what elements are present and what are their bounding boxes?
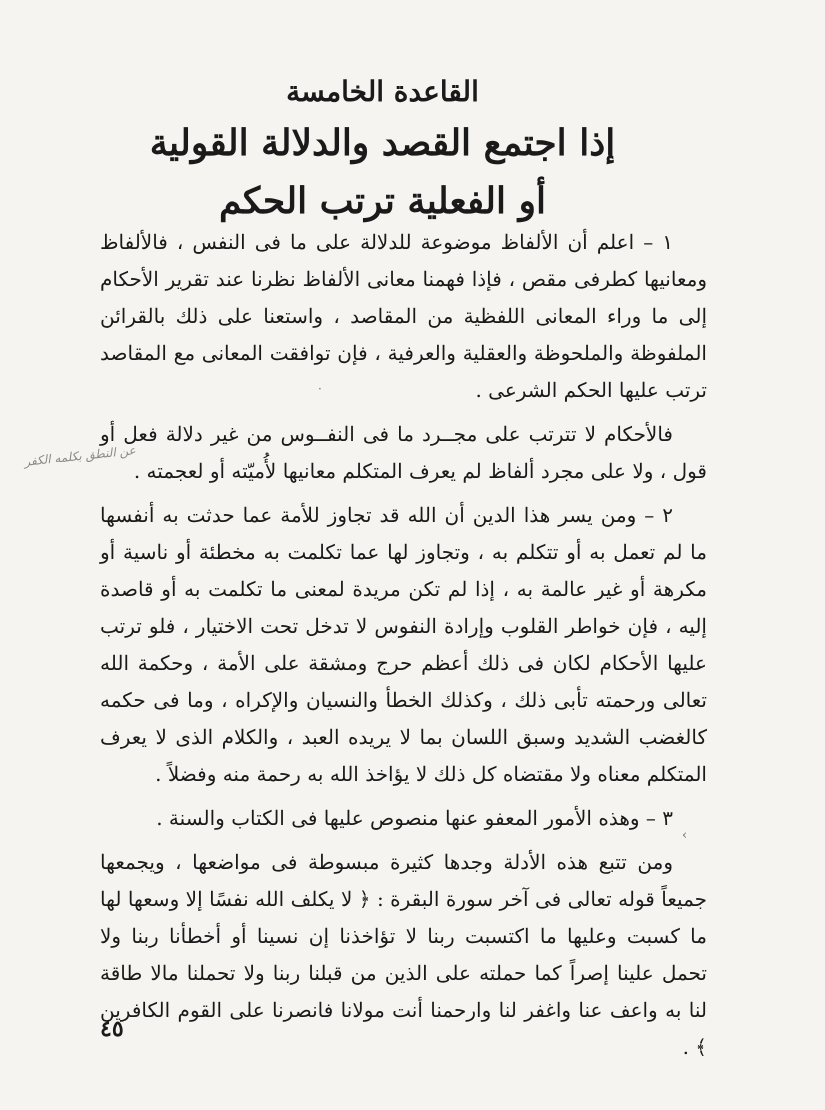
- rule-number-heading: القاعدة الخامسة: [286, 75, 479, 108]
- stray-mark: ·: [318, 382, 322, 396]
- paragraph-4: ٣ – وهذه الأمور المعفو عنها منصوص عليها فى الكتاب والسنة .: [156, 806, 673, 830]
- paragraph-5: ومن تتبع هذه الأدلة وجدها كثيرة مبسوطة فى مواضعها ، ويجمعها جميعاً قوله تعالى فى آخر سورة البقرة : ﴿ لا يكلف الله نفسًا إلا وسعها لها ما كسبت وعليها ما اكتسبت ربنا لا تؤاخذنا إن نسينا أو أخطأنا ربنا ولا تحمل علينا إصراً كما حملته على الذين من قبلنا ربنا ولا تحملنا مالا طاقة لنا به واعف عنا واغفر لنا وارحمنا أنت مولانا فانصرنا على القوم الكافرين ﴾ .: [100, 850, 707, 1059]
- rule-title-line-1: إذا اجتمع القصد والدلالة القولية: [149, 122, 616, 164]
- paragraph-2: فالأحكام لا تترتب على مجــرد ما فى النفــوس من غير دلالة فعل أو قول ، ولا على مجرد ألفاظ لم يعرف المتكلم معانيها لأُميّته أو لعجمته .: [100, 422, 707, 483]
- page-number: ٤٥: [100, 1016, 124, 1042]
- page-body: [100, 224, 707, 1073]
- paragraph-3: ٢ – ومن يسر هذا الدين أن الله قد تجاوز للأمة عما حدثت به أنفسها ما لم تعمل به أو تتكلم به ، وتجاوز لها عما تكلمت به مخطئة أو ناسية أو مكرهة أو غير عالمة به ، إذا لم تكن مريدة لمعنى ما تكلمت به أو قاصدة إليه ، فإن خواطر القلوب وإرادة النفوس لا تدخل تحت الاختيار ، فلو ترتب عليها الأحكام لكان فى ذلك أعظم حرج ومشقة على الأمة ، وحكمة الله تعالى ورحمته تأبى ذلك ، وكذلك الخطأ والنسيان والإكراه ، وما فى حكمه كالغضب الشديد وسبق اللسان بما لا يريده العبد ، والكلام الذى لا يعرف المتكلم معناه ولا مقتضاه كل ذلك لا يؤاخذ الله به رحمة منه وفضلاً .: [100, 503, 707, 786]
- handwritten-margin-note: عن النطق بكلمه الكفر: [23, 443, 137, 469]
- rule-heading: [0, 70, 825, 230]
- paragraph-1: ١ – اعلم أن الألفاظ موضوعة للدلالة على ما فى النفس ، فالألفاظ ومعانيها كطرفى مقص ، فإذا فهمنا معانى الألفاظ نظرنا عند تقرير الأحكام إلى ما وراء المعانى اللفظية من المقاصد ، واستعنا على ذلك بالقرائن الملفوظة والملحوظة والعقلية والعرفية ، فإن توافقت المعانى مع المقاصد ترتب عليها الحكم الشرعى .: [100, 230, 707, 402]
- rule-title-line-2: أو الفعلية ترتب الحكم: [219, 180, 546, 222]
- stray-mark: ›: [682, 828, 688, 843]
